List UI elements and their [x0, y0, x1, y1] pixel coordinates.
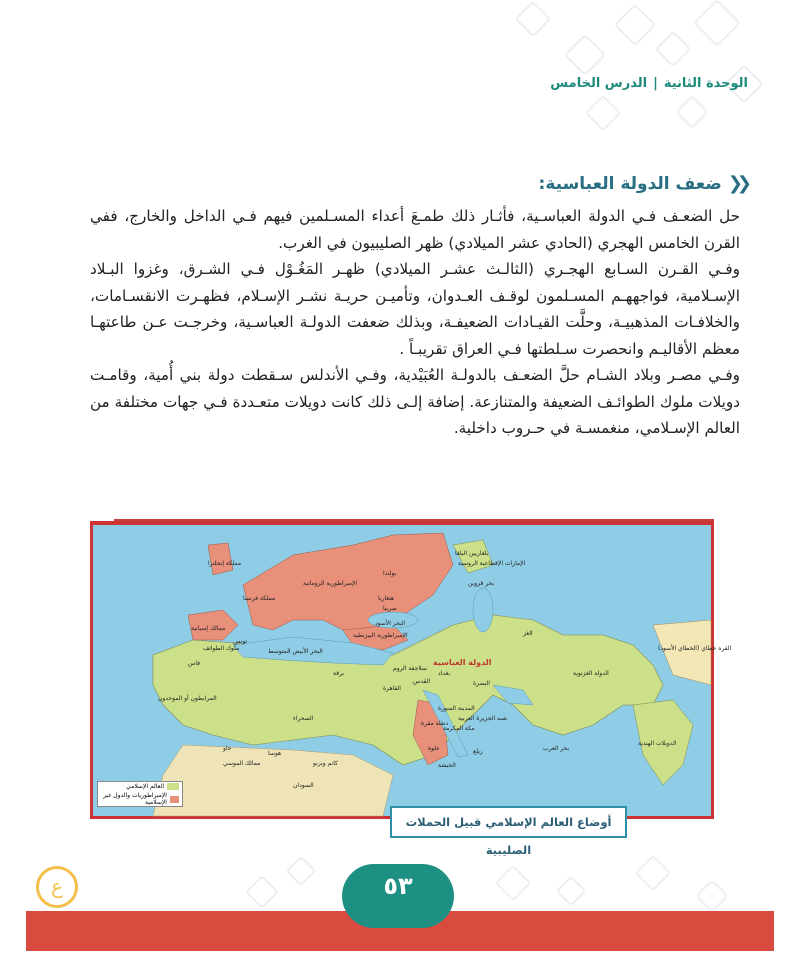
map-label-habasha: الحبشة [438, 762, 456, 769]
map-label-madina: المدينة المنورة [438, 705, 475, 712]
map-label-makka: مكة المكرمة [443, 725, 475, 732]
map-label-abbasid: الدولة العباسية [433, 658, 492, 667]
page-header [550, 76, 748, 91]
map-label-tunis: تونس [233, 638, 248, 645]
map-label-cairo: القاهرة [383, 685, 401, 692]
legend-item [98, 782, 182, 791]
map-label-ghuz: الغز [523, 630, 533, 637]
map-label-fas: فاس [188, 660, 201, 667]
paragraph: حل الضعـف فـي الدولة العباسـية، فأثـار ذلك طمـعَ أعداء المسـلمين فيهم فـي الداخل والخارج، ففي القرن الخامس الهجري (الحادي عشر الميلادي) ظهر الصليبيون في الغرب. [90, 207, 740, 252]
map-label-arabia: شبه الجزيرة العربية [458, 715, 508, 722]
map-label-nubia: دنقلة مقرة [421, 720, 449, 727]
paragraph: وفـي القـرن السـابع الهجـري (الثالـث عشـر الميلادي) ظهـر المَغُـوْل فـي الشـرق، وغزوا البـلاد الإسـلامية، فواجههـم المسـلمون لوقـف العـدوان، وتأميـن حريـة نشـر الإسـلام، فظهـرت الانقسـامات، والخلافـات المذهبيـة، وحلَّت القيـادات الضعيفـة، وبذلك ضعفت الدولـة العباسـية، وخرجـت عـن طاعتهـا معظم الأقاليـم وانحصرت سـلطتها فـي العراق تقريبـاً . [90, 260, 740, 358]
map-label-mali: ممالك الموسي [223, 760, 261, 767]
map-label-taifa: ملوك الطوائف [203, 645, 240, 652]
map-label-caspian: بحر قزوين [468, 580, 495, 587]
unit-label: الوحدة الثانية [663, 76, 748, 91]
map-label-byzantine: الإمبراطورية البيزنطية [353, 632, 408, 639]
legend-item [98, 791, 182, 807]
map-label-zaila: زيلع [473, 748, 483, 755]
section-title: ضعف الدولة العباسية: [538, 173, 722, 194]
map-label-alwa: علوة [428, 745, 440, 752]
caspian-sea [473, 588, 493, 632]
england-region [208, 543, 233, 575]
map-label-sudan: السودان [293, 782, 314, 789]
page-number: ٥٣ [383, 872, 413, 900]
legend-swatch [170, 796, 179, 803]
map-label-france: مملكة فرنسا [243, 595, 276, 602]
map-label-rum: سلاجقة الروم [393, 665, 427, 672]
map-svg [93, 525, 732, 816]
khitai-region [653, 620, 711, 685]
map-label-gao: جاو [223, 745, 232, 752]
header-separator: | [653, 76, 658, 91]
map-label-hungary: هنغاريا [378, 595, 395, 602]
chevron-double-icon: ❮❮ [727, 173, 746, 194]
map-legend [97, 781, 183, 807]
map-label-poland: بولندا [383, 570, 397, 577]
map-label-blacksea: البحر الأسود [375, 620, 406, 627]
map-label-england: مملكة إنجلترا [208, 560, 242, 567]
map-label-quds: القدس [413, 678, 431, 685]
map-label-murabitun: المرابطون أو الموحدون [158, 695, 217, 702]
map-label-serbia: صربيا [383, 605, 397, 612]
map-label-india: الدويلات الهندية [638, 740, 677, 747]
historical-map [90, 521, 732, 819]
map-label-sahara: الصحراء [293, 715, 314, 722]
map-label-bulgar: بلغاريين البلغا [455, 550, 489, 557]
islamic-region [153, 615, 663, 765]
paragraph: وفـي مصـر وبلاد الشـام حلَّ الضعـف بالدولـة العُبَيْدية، وفـي الأندلس سـقطت دولة بني أُمية، وقامـت دويلات ملوك الطوائـف الضعيفة والمتنازعة. إضافة إلـى ذلك كانت دويلات متعـددة فـي جهات مختلفة من العالم الإسـلامي، منغمسـة في حـروب داخلية. [90, 366, 740, 437]
body-text [90, 203, 740, 442]
map-label-khitai: القره خطاي (الخطاي الأسود) [658, 645, 732, 652]
map-label-baghdad: بغداد [438, 670, 451, 677]
map-label-arabsea: بحر العرب [543, 745, 570, 752]
lesson-label: الدرس الخامس [550, 76, 648, 91]
section-heading [539, 173, 746, 194]
legend-swatch [167, 783, 179, 790]
map-label-basra: البصرة [473, 680, 490, 687]
map-label-barqa: برقة [333, 670, 345, 677]
map-caption: أوضاع العالم الإسلامي قبيل الحملات الصليبية [390, 806, 627, 838]
legend-label: العالم الإسلامي [126, 783, 164, 790]
map-label-castile: ممالك إسبانية [191, 625, 226, 632]
legend-label: الإمبراطوريات والدول غير الإسلامية [103, 792, 167, 806]
map-label-ghaznavid: الدولة الغزنوية [573, 670, 609, 677]
map-label-medsea: البحر الأبيض المتوسط [268, 648, 323, 655]
map-label-kanem: كانم وبرنو [313, 760, 338, 767]
map-label-rus: الإمارات الإقطاعية الروسية [458, 560, 526, 567]
publisher-logo-icon: ع [36, 866, 78, 908]
map-label-hre: الإمبراطورية الرومانية [303, 580, 358, 587]
map-label-hausa: هوسا [268, 750, 282, 757]
